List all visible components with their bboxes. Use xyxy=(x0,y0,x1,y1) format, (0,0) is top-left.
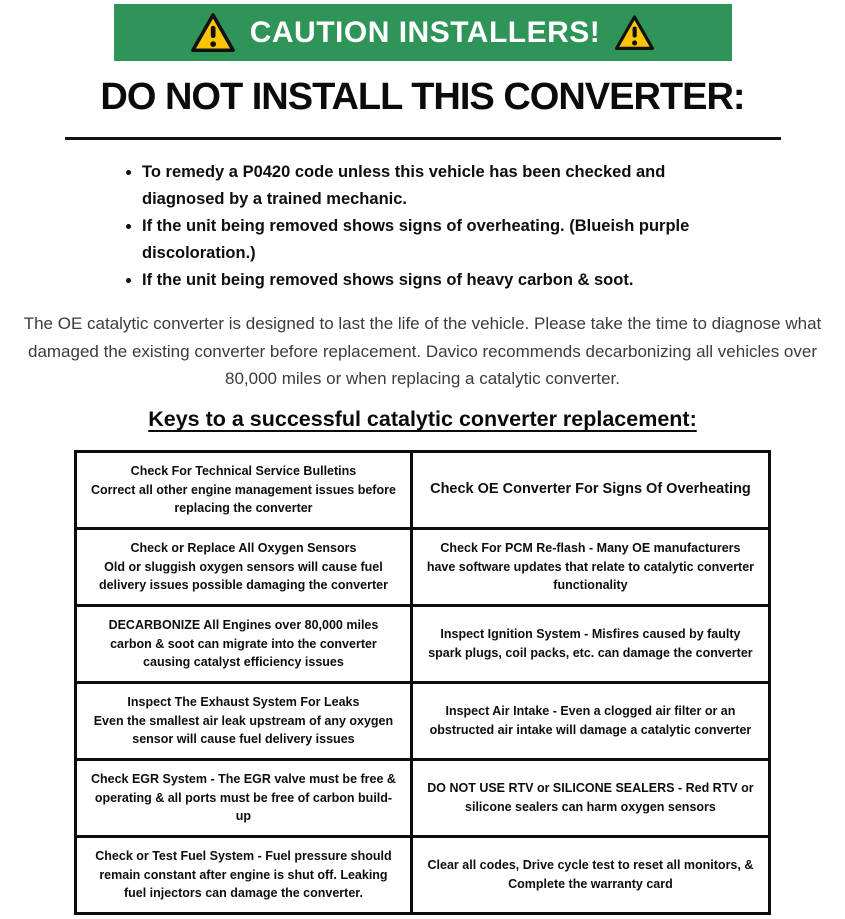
table-row xyxy=(76,529,770,606)
table-row xyxy=(76,606,770,683)
replacement-tips-table xyxy=(74,450,771,915)
table-row xyxy=(76,683,770,760)
list-item: • If the unit being removed shows signs of heavy carbon & soot. xyxy=(142,267,725,294)
tip-body: Check EGR System - The EGR valve must be free & operating & all ports must be free of carbon build-up xyxy=(90,771,396,824)
caution-banner xyxy=(114,4,732,61)
tip-title: Inspect The Exhaust System For Leaks xyxy=(127,694,360,709)
warning-triangle-icon xyxy=(190,12,236,54)
tip-cell xyxy=(411,452,769,529)
tip-title: Check or Replace All Oxygen Sensors xyxy=(130,540,357,555)
tip-cell xyxy=(76,606,412,683)
tip-cell xyxy=(411,529,769,606)
tip-cell xyxy=(76,683,412,760)
warning-bullet-list xyxy=(120,159,725,293)
explanation-paragraph: The OE catalytic converter is designed to last the life of the vehicle. Please take the time to diagnose what damaged the existing converter before replacement. Davico recommends decarbonizing all vehicles over 80,000 miles or when replacing a catalytic converter. xyxy=(23,314,822,388)
tip-body: Correct all other engine management issues before replacing the converter xyxy=(90,482,396,516)
list-item: • If the unit being removed shows signs of overheating. (Blueish purple discoloration.) xyxy=(142,213,725,267)
tip-body: Even the smallest air leak upstream of any oxygen sensor will cause fuel delivery issues xyxy=(93,713,394,747)
keys-heading: Keys to a successful catalytic converter replacement: xyxy=(148,407,697,432)
tip-body: Check For PCM Re-flash - Many OE manufacturers have software updates that relate to catalytic converter functionality xyxy=(426,540,755,593)
tip-cell xyxy=(76,452,412,529)
table-row xyxy=(76,760,770,837)
tip-body: Check OE Converter For Signs Of Overheating xyxy=(430,481,751,498)
tip-body: Inspect Ignition System - Misfires caused by faulty spark plugs, coil packs, etc. can damage the converter xyxy=(428,627,753,661)
tip-cell xyxy=(76,837,412,914)
caution-banner-label: CAUTION INSTALLERS! xyxy=(249,15,601,49)
tip-cell xyxy=(76,760,412,837)
tip-body: Check or Test Fuel System - Fuel pressure should remain constant after engine is shut off. Leaking fuel injectors can damage the converter. xyxy=(95,848,392,901)
tip-body: DECARBONIZE All Engines over 80,000 miles carbon & soot can migrate into the converter causing catalyst efficiency issues xyxy=(108,617,379,670)
tip-cell xyxy=(411,606,769,683)
table-row xyxy=(76,452,770,529)
tip-body: DO NOT USE RTV or SILICONE SEALERS - Red RTV or silicone sealers can harm oxygen sensors xyxy=(427,781,754,815)
tip-body: Clear all codes, Drive cycle test to reset all monitors, & Complete the warranty card xyxy=(427,858,754,892)
tip-cell xyxy=(411,683,769,760)
tip-cell xyxy=(76,529,412,606)
warning-triangle-icon xyxy=(614,14,655,52)
tip-cell xyxy=(411,760,769,837)
tip-cell xyxy=(411,837,769,914)
tip-body: Old or sluggish oxygen sensors will cause fuel delivery issues possible damaging the converter xyxy=(98,559,388,593)
divider-line xyxy=(65,137,781,140)
page-title: DO NOT INSTALL THIS CONVERTER: xyxy=(100,76,745,118)
table-row xyxy=(76,837,770,914)
tip-body: Inspect Air Intake - Even a clogged air filter or an obstructed air intake will damage a catalytic converter xyxy=(429,704,752,738)
tip-title: Check For Technical Service Bulletins xyxy=(130,463,357,478)
list-item: • To remedy a P0420 code unless this vehicle has been checked and diagnosed by a trained mechanic. xyxy=(142,159,725,213)
